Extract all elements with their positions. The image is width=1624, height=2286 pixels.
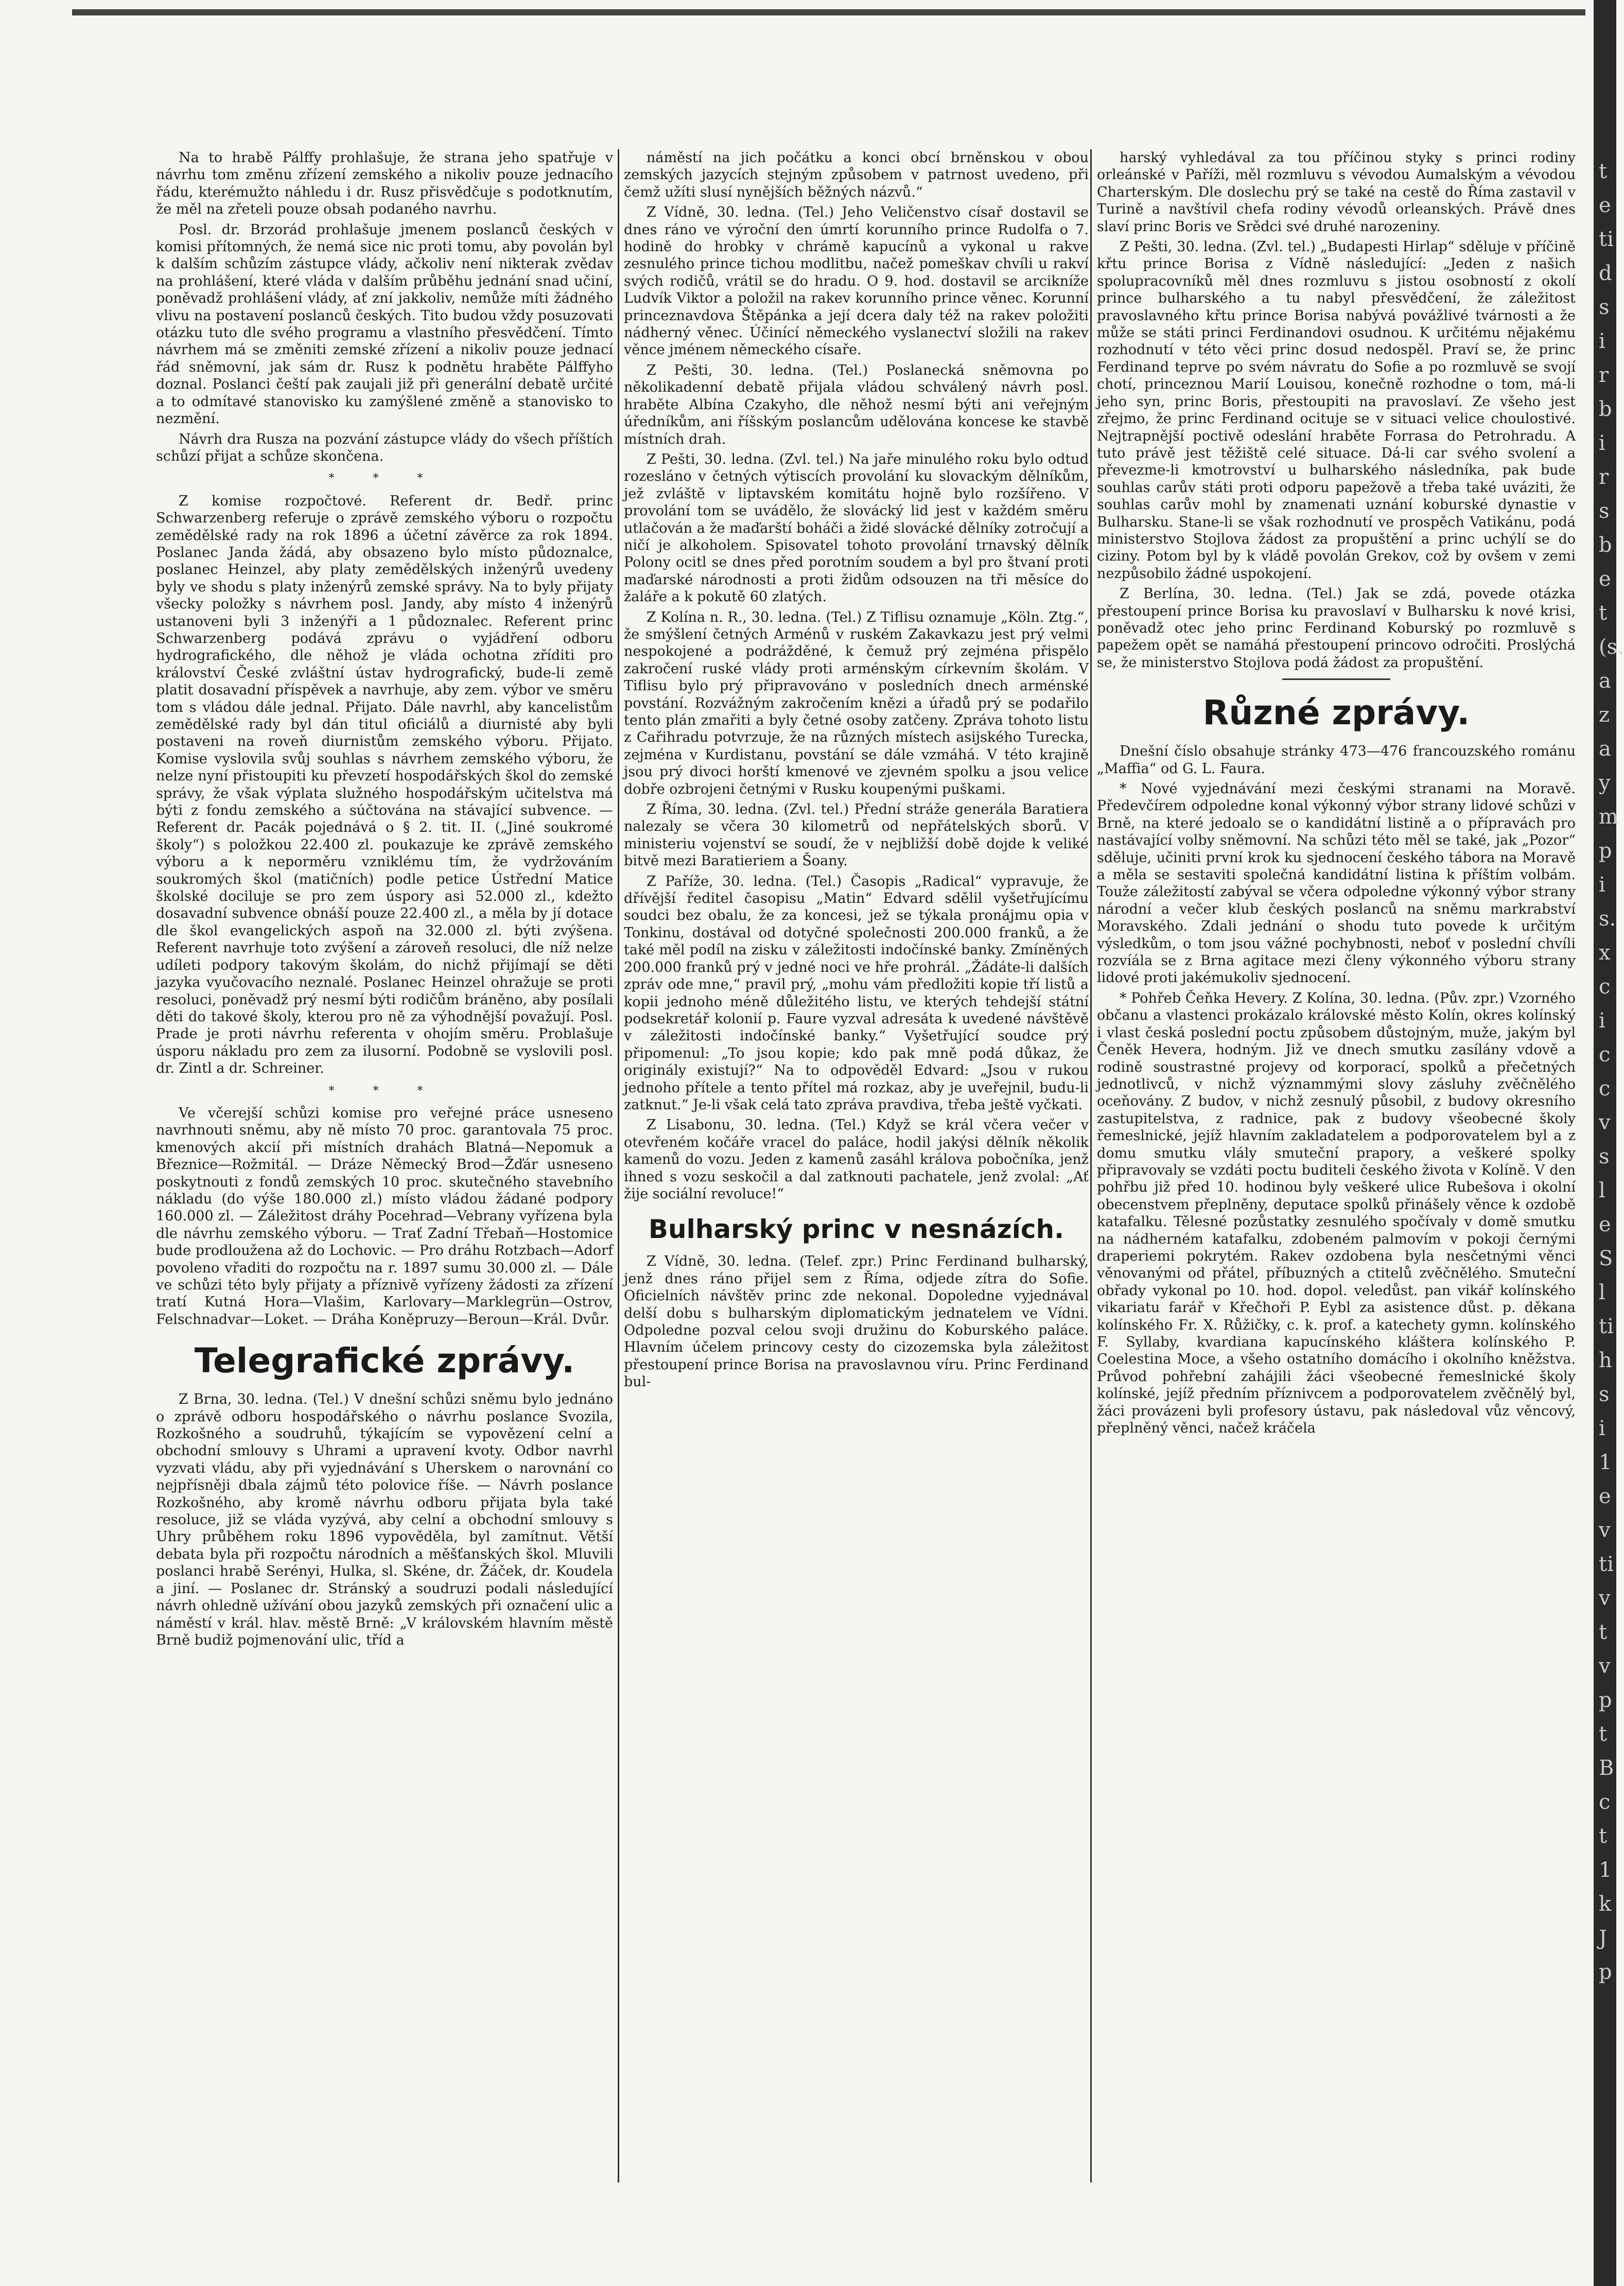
paragraph: Z Vídně, 30. ledna. (Telef. zpr.) Princ Ferdinand bulharský, jenž dnes ráno přijel sem z Říma, odjede zítra do Sofie. Oficielních návštěv princ zde nekonal. Dopoledne vyjednával delší dobu s bulharským diplomatickým jednatelem ve Vídni. Odpoledne pozval celou svoji družinu do Koburského paláce. Hlavním účelem princovy cesty do cizozemska byla záležitost přestoupení prince Borisa na pravoslavnou víru. Princ Ferdinand bul- [624, 1253, 1089, 1390]
section-heading: Telegrafické zprávy. [194, 1341, 575, 1381]
paragraph: Z Pešti, 30. ledna. (Zvl. tel.) „Budapesti Hirlap“ sděluje v příčině křtu prince Borisa z Vídně následující: „Jeden z našich spolupracovníků měl dnes rozmluvu s jistou osobností z okolí prince bulharského a tu nabyl přesvědčení, že záležitost pravoslavného křtu prince Borisa nabývá povážlivé tvárnosti a že může se státi princi Ferdinandovi osudnou. K určitému nějakému rozhodnutí v této věci princ dosud nedospěl. Praví se, že princ Ferdinand teprve po svém návratu do Sofie a po rozmluvě se svojí chotí, princeznou Marií Louisou, konečně rozhodne o tom, má-li jeho syn, princ Boris, přestoupiti na pravoslaví. Ze všeho jest zřejmo, že princ Ferdinand ocituje se v situaci velice choulostivé. Nejtrapnější poctivě odeslání hraběte Forrasa do Petrohradu. A tuto právě jest těžiště celé situace. Dá-li car svého svolení a převezme-li kmotrovství u bulharského následníka, pak bude souhlas carův státi proti odporu papežově a třeba také uváziti, že souhlas carův mohl by znamenati uznání koburské dynastie v Bulharsku. Stane-li se však rozhodnutí ve prospěch Vatikánu, podá ministerstvo Stojlova žádost za propuštění a princ uchýlí se do ciziny. Potom byl by k vládě povolán Grekov, což by ovšem v zemi nezpůsobilo žádné uspokojení. [1097, 239, 1576, 582]
section-heading: Různé zprávy. [1202, 693, 1470, 733]
paragraph: * Nové vyjednávání mezi českými stranami na Moravě. Předevčírem odpoledne konal výkonný výbor strany lidové schůzi v Brně, na které jedoalo se o kandidátní listině a o přípravách pro nastávající volby sněmovní. Na schůzi této měl se také, jak „Pozor“ sděluje, učiniti první krok ku sjednocení českého tábora na Moravě a měla se sestaviti společná kandidátní listina k příštím volbám. Touže záležitostí zabýval se včera odpoledne výkonný výbor strany národní a večer klub českých poslanců na sněmu markrabství Moravského. Zdali jednání o shodu tuto povede k určitým výsledkům, o tom jsou vážné pochybnosti, neboť v poslední chvíli rozvíála se z Brna agitace mezi členy výkonného výboru strany lidové proti jakémukoliv sjednocení. [1097, 781, 1576, 986]
column-divider [1090, 149, 1092, 2183]
paragraph: Z Pešti, 30. ledna. (Zvl. tel.) Na jaře minulého roku bylo odtud rozesláno v četných výtiscích provolání ku slovackým dělníkům, jež zvláště v liptavském komitátu hojně bylo rozšířeno. V provolání tom se uvádělo, že slovácký lid jest v každém směru utlačován a že maďarští boháči a židé slovácké dělníky zotročují a ničí je alkoholem. Spisovatel tohoto provolání trnavský dělník Polony ocitl se dnes před porotním soudem a byl pro štvaní proti maďarské národnosti a proti židům odsouzen na tři měsíce do žaláře a k pokutě 60 zlatých. [624, 451, 1089, 605]
paragraph: Z komise rozpočtové. Referent dr. Bedř. princ Schwarzenberg referuje o zprávě zemského výboru o rozpočtu zemědělské rady na rok 1896 a účetní závěrce za rok 1894. Poslanec Janda žádá, aby obsazeno bylo místo půdoznalce, poslanec Heinzel, aby platy zemědělských inženýrů uvedeny byly ve shodu s platy inženýrů zemské správy. Na to byly přijaty všecky položky s návrhem posl. Jandy, aby místo 4 inženýrů ustanoveni byli 3 inženýři a 1 půdoznalec. Referent princ Schwarzenberg podává zprávu o vyjádření odboru hydrografického, dle něhož je vláda ochotna zříditi pro království České zvláštní ústav hydrografický, bude-li země platit dosavadní příspěvek a navrhuje, aby zem. výbor ve směru tom s vládou dále jednal. Přijato. Dále navrhl, aby kancelistům zemědělské rady byl dán titul oficiálů a diurnisté aby byli postaveni na roveň diurnistům zemského výboru. Přijato. Komise vyslovila svůj souhlas s návrhem zemského výboru, že nelze nyní přistoupiti ku převzetí hospodářských škol do zemské správy, že však výplata služného hospodářským učitelstva má býti z fondu zemského a súčtována na stávající subvence. — Referent dr. Pacák pojednává o § 2. tit. II. („Jiné soukromé školy“) s položkou 22.400 zl. poukazuje ke zprávě zemského výboru a k neporměru vzniklému tím, že vydržováním soukromých škol (matičních) podle petice Ústřední Matice školské dociluje se pro zem úspory asi 52.000 zl., kdežto dosavadní subvence obnáší pouze 22.400 zl., a měla by jí dotace dle škol evangelických aspoň na 32.000 zl. býti zvýšena. Referent navrhuje toto zvýšení a zároveň resoluci, dle níž nelze udíleti podpory takovým školám, do nichž přijímají se děti jazyka vyučovacího neznalé. Poslanec Heinzel ohražuje se proti resoluci, poněvadž prý nesmí býti rodičům bráněno, aby posílali děti do takové školy, kterou pro ně za výhodnější považují. Posl. Prade je proti návrhu referenta v ohojím směru. Problašuje úsporu nákladu pro zem za ilusorní. Podobně se vyslovili posl. dr. Zintl a dr. Schreiner. [156, 493, 613, 1077]
section-separator: * * * [328, 472, 441, 485]
paragraph: harský vyhledával za tou příčinou styky s princi rodiny orleánské v Paříži, měl rozmluvu s vévodou Aumalským a vévodou Charterským. Dle doslechu prý se také na cestě do Říma zastavil v Turině a navštívil chefa rodiny vévodů orleanských. Právě dnes slaví princ Boris ve Srědci své druhé narozeniny. [1097, 150, 1576, 235]
paragraph: Z Vídně, 30. ledna. (Tel.) Jeho Veličenstvo císař dostavil se dnes ráno ve výroční den úmrtí korunního prince Rudolfa o 7. hodině do hrobky v chrámě kapucínů a vykonal u rakve zesnulého prince tichou modlitbu, načež pomeškav chvíli u rakví svých rodičů, vrátil se do hradu. O 9. hod. dostavil se arcikníže Ludvík Viktor a položil na rakev korunního prince věnec. Korunní princeznavdova Štěpánka a její dcera daly též na rakev položiti nádherný věnec. Účinící německého vyslanectví složili na rakev věnce jménem německého císaře. [624, 204, 1089, 358]
paragraph: Z Říma, 30. ledna. (Zvl. tel.) Přední stráže generála Baratiera nalezaly se včera 30 kilometrů od nepřátelských sborů. V ministeriu vojenství se soudí, že v nejbližší době dojde k veliké bitvě mezi Baratieriem a Šoany. [624, 801, 1089, 869]
paragraph: Z Paříže, 30. ledna. (Tel.) Časopis „Radical“ vypravuje, že dřívější ředitel časopisu „Matin“ Edvard sdělil vyšetřujícímu soudci bez obalu, že za koncesi, jež se týkala pronájmu opia v Tonkinu, dostával od dotyčné společnosti 200.000 franků, a že také měl podíl na zisku v záležitosti indočínské banky. Zmíněných 200.000 franků prý v jedné noci ve hře prohrál. „Žádáte-li dalších zpráv ode mne,“ pravil prý, „mohu vám předložiti kopie tří listů a kopii jednoho méně důležitého listu, ve kterých tehdejší státní podsekretář kolonií p. Faure vyzval adresáta k uvedené návštěvě v záležitosti indočínské banky.“ Vyšetřující soudce prý připomenul: „To jsou kopie; kdo pak mně podá důkaz, že originály existují?“ Na to odpověděl Edvard: „Jsou v rukou jednoho přítele a tento přítel má rozkaz, aby je uveřejnil, budu-li zatknut.“ Je-li však celá tato zpráva pravdiva, třeba ještě vyčkati. [624, 873, 1089, 1113]
column-divider [618, 149, 619, 2183]
column-1 [156, 149, 613, 2260]
paragraph: Posl. dr. Brzorád prohlašuje jmenem poslanců českých v komisi přítomných, že nemá sice nic proti tomu, aby povolán byl k dalším schůzím zástupce vlády, ačkoliv není nikterak zvědav na prohlášení, které vláda v dalším průběhu jednání snad učiní, poněvadž prohlášení vlády, ať zní jakkoliv, nemůže míti žádného vlivu na postavení poslanců českých. Tito budou vždy posuzovati otázku tuto dle svého programu a vlastního přesvědčení. Tímto návrhem má se změniti zemské zřízení a nikoliv pouze jednací řád sněmovní, jak sám dr. Rusz k podnětu hraběte Pálffyho doznal. Poslanci čeští pak zaujali již při generální debatě určité a to odmítavé stanovisko ku zamýšlené změně a stanovisko to nezmění. [156, 221, 613, 427]
paragraph: náměstí na jich počátku a konci obcí brněnskou v obou zemských jazycích stejným způsobem v patrnost uvedeno, při čemž užíti slusí nynějších běžných názvů.“ [624, 150, 1089, 200]
paragraph: * Pohřeb Čeňka Hevery. Z Kolína, 30. ledna. (Pův. zpr.) Vzorného občanu a vlastenci prokázalo královské město Kolín, okres kolínský i vlast česká poslední poctu způsobem důstojným, muže, jakým byl Čeněk Hevera, hodným. Již ve dnech smutku zasílány vdově a rodině soustrastné projevy od korporací, spolků a přečetných jednotlivců, v nichž význammými slovy zásluhy zvěčnělého oceňovány. Z budov, v nichž zesnulý působil, z budovy okresního zastupitelstva, z radnice, pak z budovy všeobecné školy řemeslnické, jejíž hlavním zakladatelem a podporovatelem byl a z domu smutku vlály smuteční prapory, a veškeré spolky připravovaly se vzdáti poctu buditeli českého života v Kolíně. V den pohřbu již před 10. hodinou byly veškeré ulice Rubešova i okolní obecenstvem přeplněny, deputace spolků přinášely věnce k ozdobě katafalku. Tělesné pozůstatky zesnulého spočívaly v domě smutku na nádherném katafalku, zdobeném palmovím v pokoji černými draperiemi pokrytém. Rakev ozdobena byla nesčetnými věnci věnovanými od přátel, příbuzných a ctitelů zvěčnělého. Smuteční obřady vykonal po 10. hod. dopol. veledůst. pan vikář kolínského vikariatu farář v Křečhoři P. Eybl za asistence důst. p. děkana kolínského Fr. X. Růžičky, c. k. prof. a katechety gymn. kolínského F. Syllaby, kvardiana kapucínského kláštera kolínského P. Coelestina Moce, a všeho ostatního domácího i okolního kněžstva. Průvod pohřební zahájili žáci všeobecné řemeslnické školy kolínské, jejíž předním příznivcem a podporovatelem zvěčnělý byl, žáci provázeni byli profesory ústavu, pak následoval vůz věncový, přeplněný věnci, načež kráčela [1097, 990, 1576, 1437]
column-2 [624, 149, 1089, 2260]
column-3 [1097, 149, 1576, 2260]
paragraph: Z Kolína n. R., 30. ledna. (Tel.) Z Tiflisu oznamuje „Köln. Ztg.“, že smýšlení četných Arménů v ruském Zakavkazu jest prý velmi nespokojené a podrážděné, k čemuž prý zejména přispělo zakročení ruské vlády proti arménským církevním školám. V Tiflisu bylo prý připravováno v posledních dnech arménské povstání. Rozvážným zakročením knězi a úřadů prý se podařilo tento plán zmařiti a byly četné osoby zatčeny. Zpráva tohoto listu z Cařihradu potvrzuje, že na různých místech asijského Turecka, zejména v Kurdistanu, povstání se dále vzmáhá. V této krajině jsou prý divoci horští kmenové ve zjevném spolku a jsou velice dobře ozbrojeni četnými v Rusku koupenými puškami. [624, 609, 1089, 797]
paragraph: Z Berlína, 30. ledna. (Tel.) Jak se zdá, povede otázka přestoupení prince Borisa ku pravoslaví v Bulharsku k nové krisi, poněvadž otec jeho princ Ferdinand Koburský po rozmluvě s papežem opět se namáhá přestoupení princovo odročiti. Proslýchá se, že ministerstvo Stojlova podá žádost za propuštění. [1097, 586, 1576, 671]
paragraph: Z Pešti, 30. ledna. (Tel.) Poslanecká sněmovna po několikadenní debatě přijala vládou schválený návrh posl. hraběte Albína Czakyho, dle něhož nesmí býti ani veřejným úředníkům, ani říšským poslancům udělována koncese ke stavbě místních drah. [624, 362, 1089, 447]
paragraph: Z Brna, 30. ledna. (Tel.) V dnešní schůzi sněmu bylo jednáno o zprávě odboru hospodářského o návrhu poslance Svozila, Rozkošného a soudruhů, týkajícím se vypovězení celní a obchodní smlouvy s Uhrami a upravení kvoty. Odbor navrhl vyzvati vládu, aby při vyjednávání s Uherskem o narovnání co nejpřísněji dbala zájmů této polovice říše. — Návrh poslance Rozkošného, aby kromě návrhu odboru přijata byla také resoluce, již se vláda vyzývá, aby celní a obchodní smlouvy s Uhry průběhem roku 1896 vypověděla, byl zamítnut. Větší debata byla při rozpočtu národních a měšťanských škol. Mluvili poslanci hrabě Serényi, Hulka, sl. Skéne, dr. Žáček, dr. Koudela a jiní. — Poslanec dr. Stránský a soudruzi podali následující návrh ohledně užívání obou jazyků zemských při označení ulic a náměstí v král. hlav. městě Brně: „V královském hlavním městě Brně budiž pojmenování ulic, tříd a [156, 1391, 613, 1648]
paragraph: Ve včerejší schůzi komise pro veřejné práce usneseno navrhnouti sněmu, aby ně místo 70 proc. garantovala 75 proc. kmenových akcií při místních drahách Blatná—Nepomuk a Březnice—Rožmitál. — Dráze Německý Brod—Žďár usneseno poskytnouti z fondů zemských 10 proc. skutečného stavebního nákladu (do výše 180.000 zl.) místo vládou žádané podpory 160.000 zl. — Záležitost dráhy Pocehrad—Vebrany vyřízena byla dle návrhu zemského výboru. — Trať Zadní Třebaň—Hostomice bude prodloužena až do Lochovic. — Pro dráhu Rotzbach—Adorf povoleno vřaditi do rozpočtu na r. 1897 sumu 30.000 zl. — Dále ve schůzi této byly přijaty a příznivě vyřízeny žádosti za zřízení tratí Kutná Hora—Vlašim, Karlovary—Marklegrün—Ostrov, Felschnadvar—Loket. — Dráha Koněpruzy—Beroun—Král. Dvůr. [156, 1105, 613, 1328]
adjacent-page-bleed: te ti ds ir b ir s be t(s. a z a y m pi s. x ci cc v s le S l ti h si 1 e v ti v t v p t B c t 1 k J p [1599, 160, 1624, 1984]
paragraph: Na to hrabě Pálffy prohlašuje, že strana jeho spatřuje v návrhu tom změnu zřízení zemského a nikoliv pouze jednacího řádu, kterémužto náhledu i dr. Rusz přisvědčuje s podotknutím, že měl na zřeteli pouze obsah podaného navrhu. [156, 150, 613, 218]
section-separator: * * * [328, 1084, 441, 1097]
short-rule [1282, 678, 1390, 680]
section-heading: Bulharský princ v nesnázích. [648, 1214, 1064, 1245]
top-rule [72, 9, 1585, 15]
paragraph: Z Lisabonu, 30. ledna. (Tel.) Když se král včera večer v otevřeném kočáře vracel do paláce, hodil jakýsi dělník několik kamenů do vozu. Jeden z kamenů zasáhl králova pobočníka, jenž ihned s vozu seskočil a dal zatknouti pachatele, jenž zvolal: „Ať žije sociální revoluce!“ [624, 1117, 1089, 1202]
paragraph: Návrh dra Rusza na pozvání zástupce vlády do všech příštích schůzí přijat a schůze skončena. [156, 431, 613, 464]
paragraph: Dnešní číslo obsahuje stránky 473—476 francouzského románu „Maffia“ od G. L. Faura. [1097, 743, 1576, 777]
